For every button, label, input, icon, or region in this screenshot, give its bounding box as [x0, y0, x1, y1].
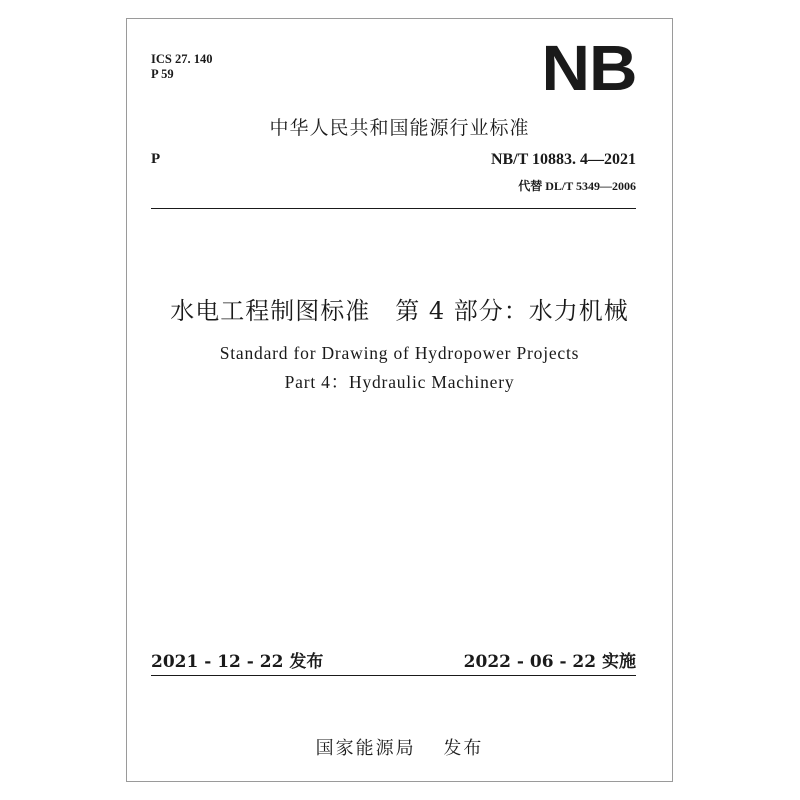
title-chinese: 水电工程制图标准 第 4 部分：水力机械	[170, 297, 629, 325]
standard-number: NB/T 10883. 4—2021	[490, 151, 636, 168]
footer-divider	[151, 675, 636, 676]
implementation-date: 2022 - 06 - 22 实施	[463, 652, 636, 672]
title-english-line1: Standard for Drawing of Hydropower Projects	[219, 343, 580, 363]
ccs-code: P 59	[151, 67, 174, 81]
ics-code: ICS 27. 140	[151, 52, 213, 66]
standard-cover	[126, 18, 673, 782]
nb-logo: NB	[541, 32, 636, 104]
publisher: 国家能源局 发布	[315, 738, 484, 759]
classification-letter: P	[151, 151, 161, 167]
issue-date: 2021 - 12 - 22 发布	[151, 652, 324, 672]
replaces-standard: 代替 DL/T 5349—2006	[518, 179, 636, 193]
classification-codes	[151, 52, 212, 82]
issuing-standard-category: 中华人民共和国能源行业标准	[269, 117, 530, 139]
title-english-line2: Part 4：Hydraulic Machinery	[284, 372, 515, 392]
header-divider	[151, 208, 636, 209]
